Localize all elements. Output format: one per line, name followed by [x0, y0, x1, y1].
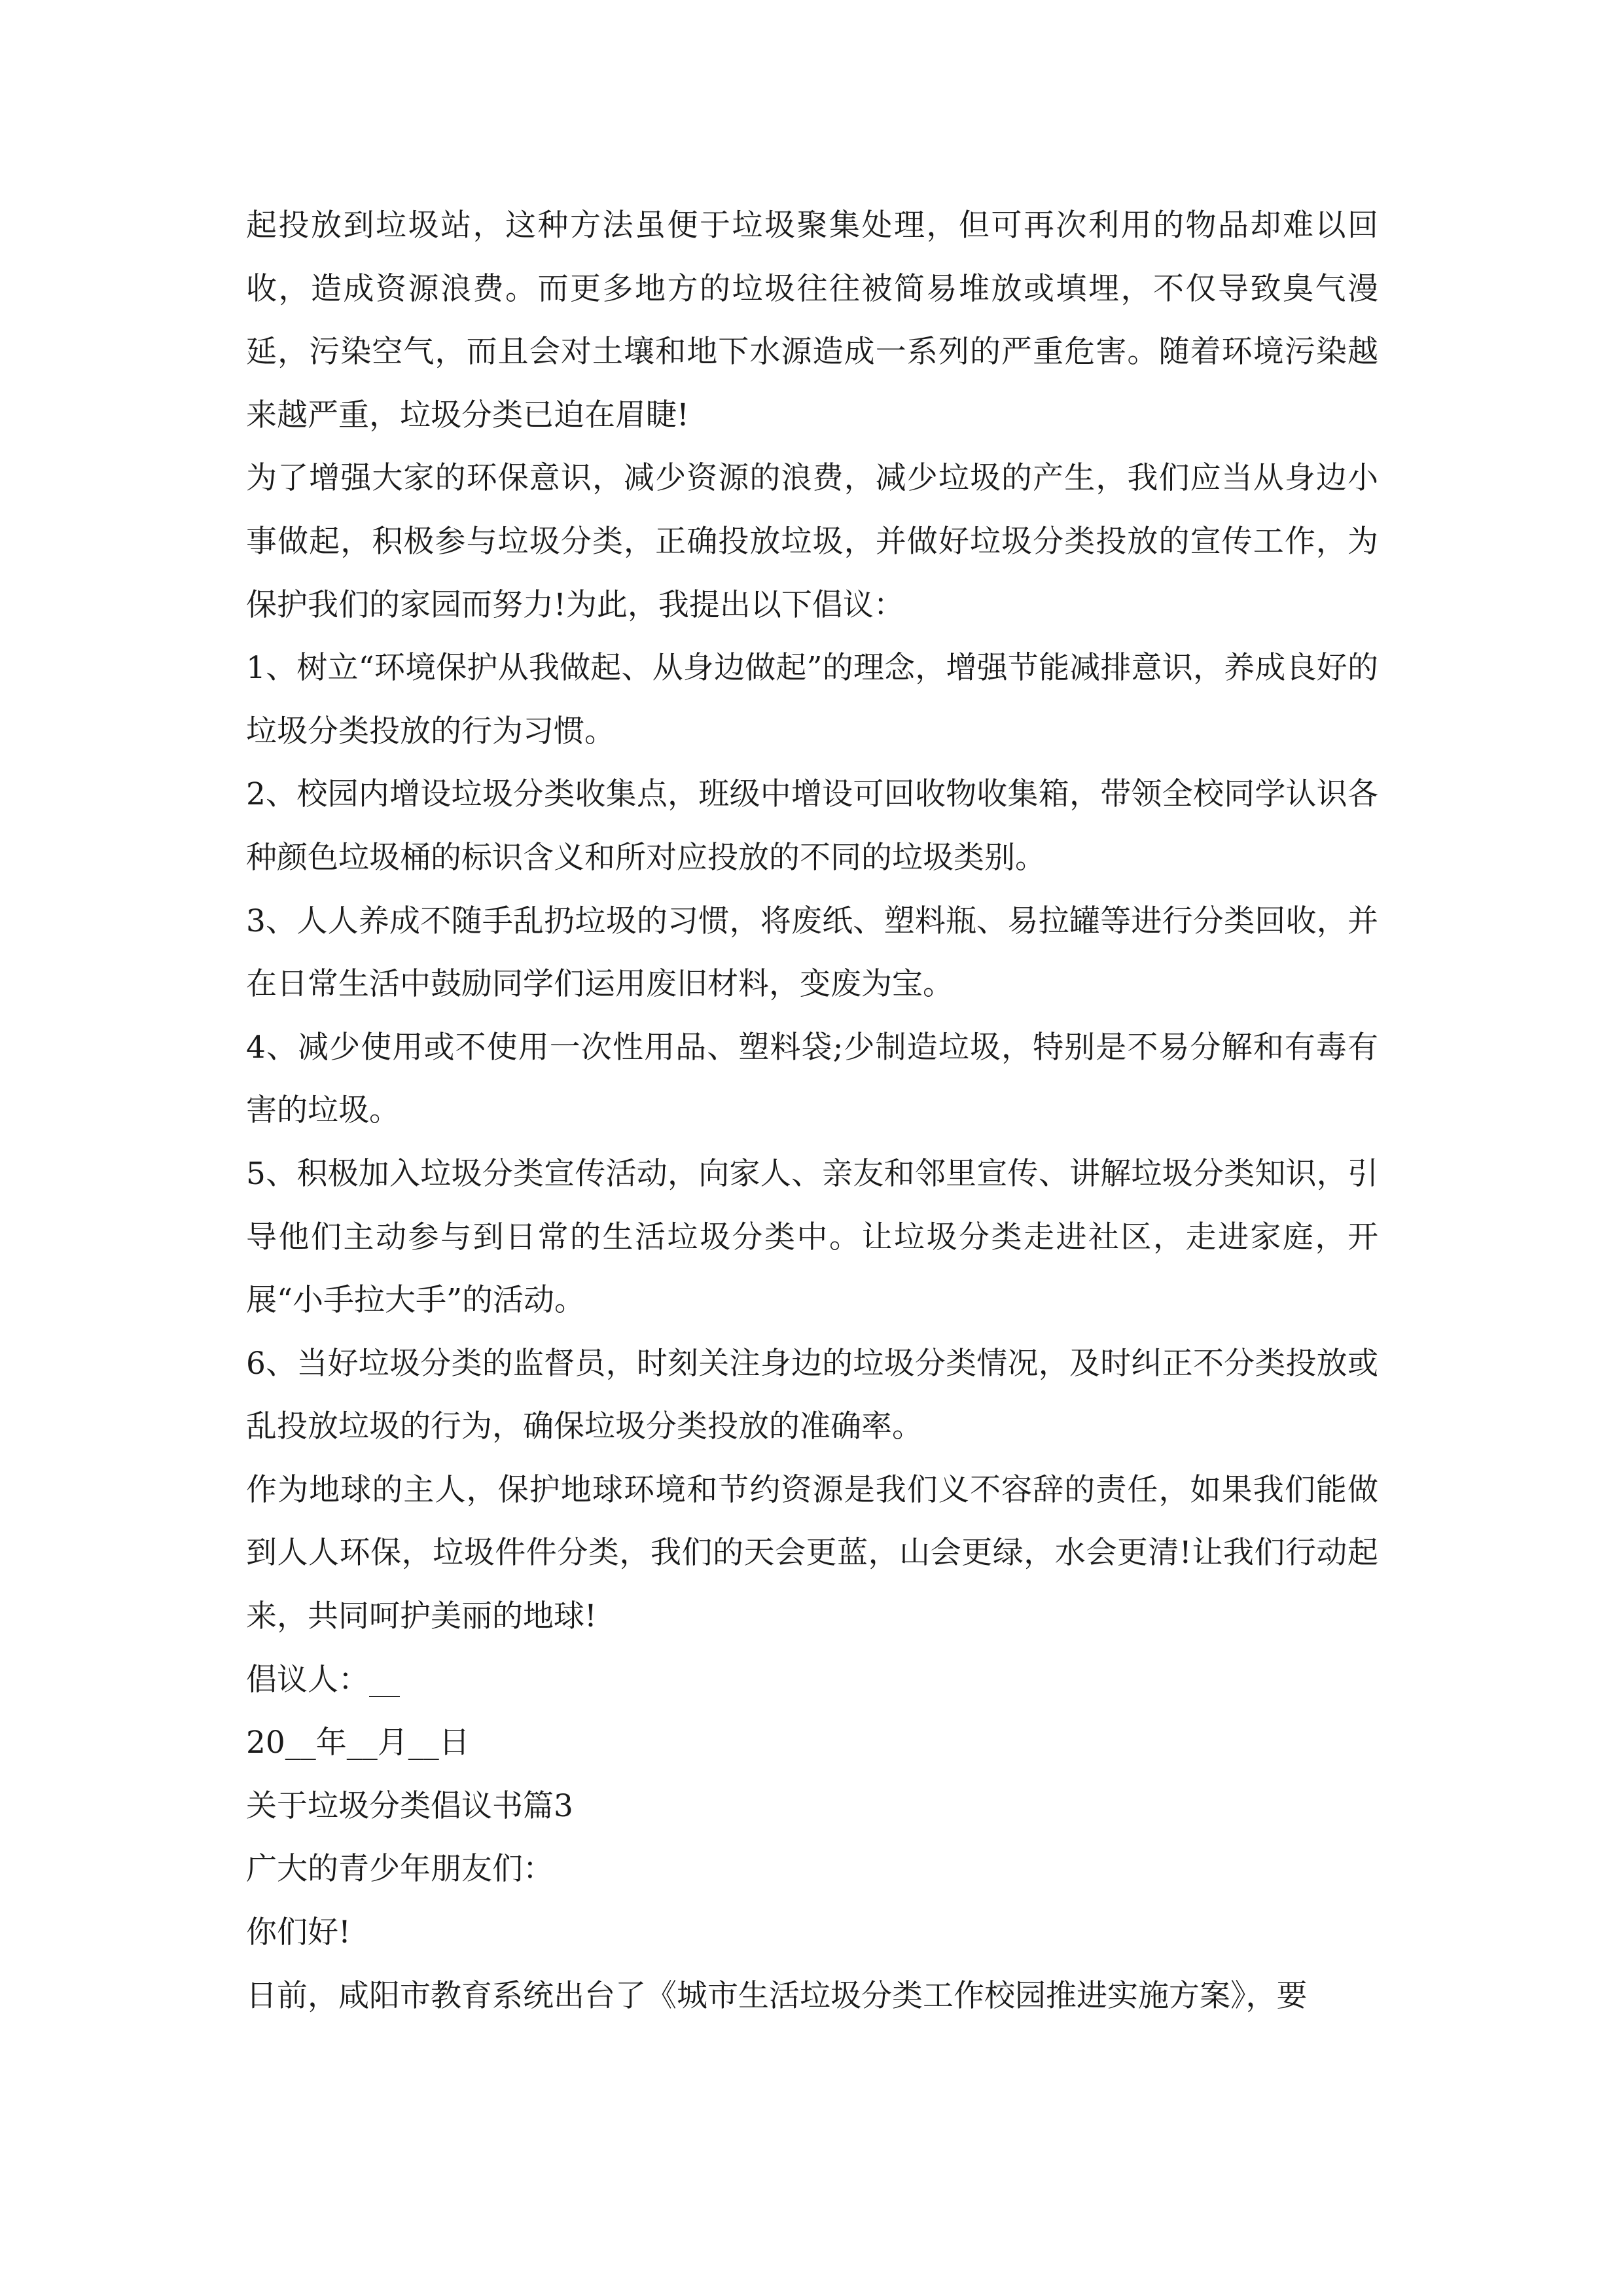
section-title: 关于垃圾分类倡议书篇3 [246, 1787, 573, 1824]
greeting: 你们好! [246, 1914, 351, 1951]
proposal-item-1: 1、树立“环境保护从我做起、从身边做起”的理念，增强节能减排意识，养成良好的垃圾分类投放的行为习惯。 [246, 650, 1378, 749]
proposal-item-4: 4、减少使用或不使用一次性用品、塑料袋;少制造垃圾，特别是不易分解和有毒有害的垃圾。 [246, 1029, 1378, 1129]
date-line: 20__年__月__日 [246, 1725, 470, 1761]
paragraph-call-to-action: 为了增强大家的环保意识，减少资源的浪费，减少垃圾的产生，我们应当从身边小事做起，积极参与垃圾分类，正确投放垃圾，并做好垃圾分类投放的宣传工作，为保护我们的家园而努力!为此，我提出以下倡议： [246, 460, 1378, 623]
proposal-item-2: 2、校园内增设垃圾分类收集点，班级中增设可回收物收集箱，带领全校同学认识各种颜色垃圾桶的标识含义和所对应投放的不同的垃圾类别。 [246, 776, 1378, 876]
proposal-item-3: 3、人人养成不随手乱扔垃圾的习惯，将废纸、塑料瓶、易拉罐等进行分类回收，并在日常生活中鼓励同学们运用废旧材料，变废为宝。 [246, 903, 1378, 1003]
proposer-signature-line: 倡议人：__ [246, 1661, 400, 1698]
proposal-item-6: 6、当好垃圾分类的监督员，时刻关注身边的垃圾分类情况，及时纠正不分类投放或乱投放垃圾的行为，确保垃圾分类投放的准确率。 [246, 1345, 1378, 1445]
salutation: 广大的青少年朋友们： [246, 1851, 554, 1888]
paragraph-intro-continued: 起投放到垃圾站，这种方法虽便于垃圾聚集处理，但可再次利用的物品却难以回收，造成资源浪费。而更多地方的垃圾往往被简易堆放或填埋，不仅导致臭气漫延，污染空气，而且会对土壤和地下水源造成一系列的严重危害。随着环境污染越来越严重，垃圾分类已迫在眉睫! [246, 207, 1378, 433]
proposal-item-5: 5、积极加入垃圾分类宣传活动，向家人、亲友和邻里宣传、讲解垃圾分类知识，引导他们主动参与到日常的生活垃圾分类中。让垃圾分类走进社区，走进家庭，开展“小手拉大手”的活动。 [246, 1155, 1378, 1319]
document-body [246, 194, 1378, 2028]
paragraph-opening: 日前，咸阳市教育系统出台了《城市生活垃圾分类工作校园推进实施方案》，要 [246, 1977, 1308, 2014]
paragraph-closing: 作为地球的主人，保护地球环境和节约资源是我们义不容辞的责任，如果我们能做到人人环保，垃圾件件分类，我们的天会更蓝，山会更绿，水会更清!让我们行动起来，共同呵护美丽的地球! [246, 1471, 1378, 1635]
